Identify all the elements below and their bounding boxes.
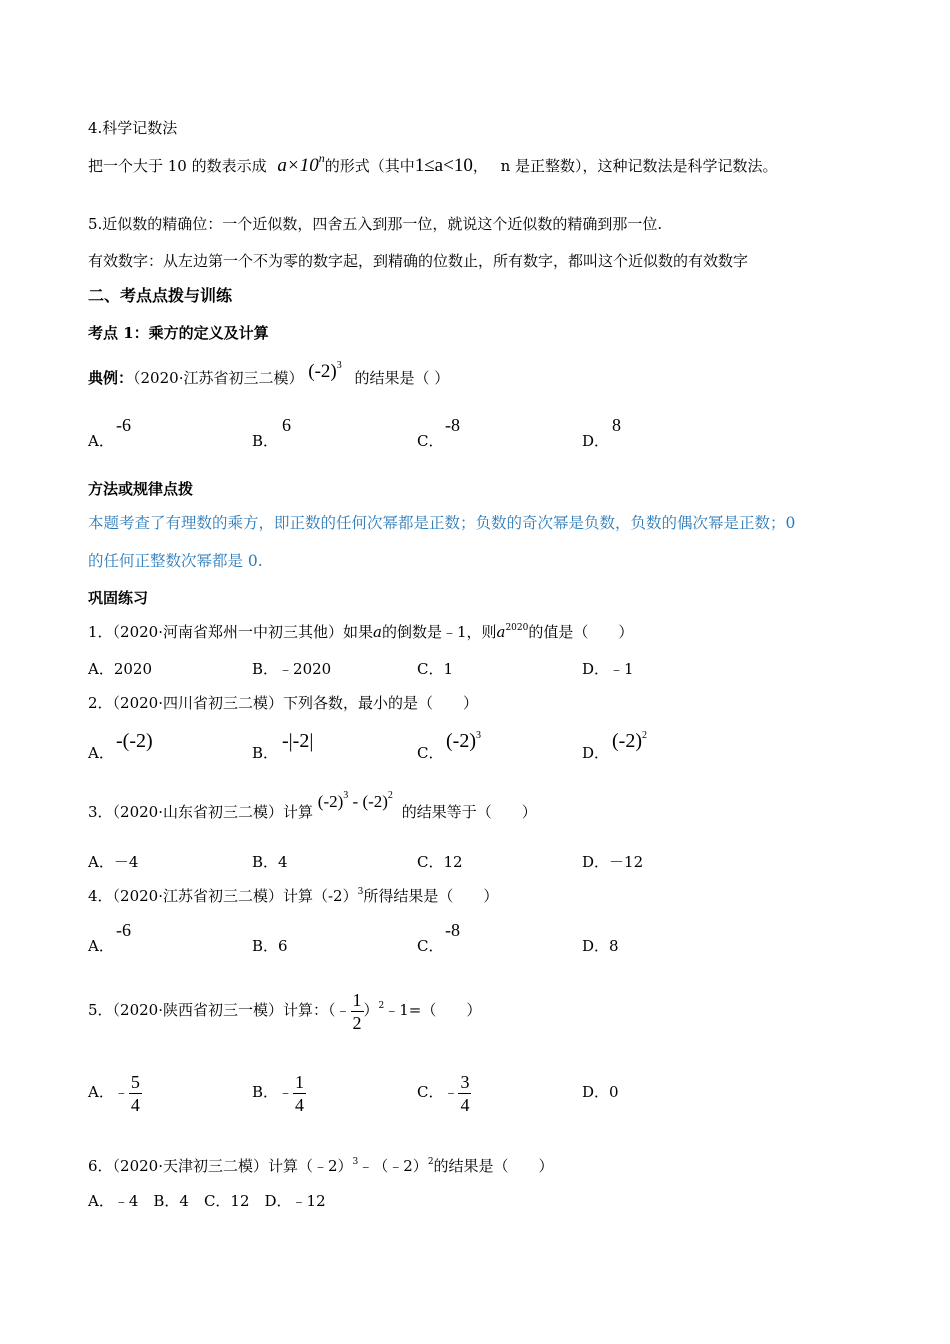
question-2: 2．（2020·四川省初三二模）下列各数，最小的是（ ） <box>88 694 478 712</box>
math-exponent: 3 <box>343 790 349 801</box>
math-expression <box>277 151 325 176</box>
question-3 <box>88 790 537 822</box>
fraction-numerator: 5 <box>130 1071 140 1092</box>
variable-a: a <box>373 623 382 641</box>
text: 4．（2020·江苏省初三二模）计算（-2） <box>88 887 358 905</box>
text: ， <box>472 157 488 175</box>
text: n 是正整数），这种记数法是科学记数法。 <box>500 157 778 175</box>
q2-option-c-value <box>446 730 481 753</box>
math-base: a×10 <box>277 155 319 176</box>
math-exponent: 3 <box>475 730 481 741</box>
significant-digits-paragraph: 有效数字：从左边第一个不为零的数字起，到精确的位数止，所有数字，都叫这个近似数的有效数字 <box>88 252 749 270</box>
q5-option-a <box>88 1068 142 1116</box>
approx-precision-paragraph: 5.近似数的精确位：一个近似数，四舍五入到那一位，就说这个近似数的精确到那一位. <box>88 215 663 233</box>
option-label: B．﹣ <box>252 1083 294 1101</box>
math-exponent: 2 <box>387 790 393 801</box>
text: 的形式（其中 <box>324 157 415 175</box>
text: 3．（2020·山东省初三二模）计算 <box>88 803 313 821</box>
q2-option-d-value <box>612 730 647 753</box>
text: 的结果是（ ） <box>433 1157 554 1175</box>
option-c-value: -8 <box>445 415 460 435</box>
text: 的倒数是﹣1，则 <box>381 623 497 641</box>
text: 的结果等于（ ） <box>401 803 537 821</box>
question-6 <box>88 1156 554 1176</box>
option-b-value: 6 <box>282 415 291 435</box>
option-d-label: D． <box>582 432 610 450</box>
example-expression <box>308 361 341 382</box>
example-tail: 的结果是（ ） <box>354 369 450 387</box>
q2-option-b-value: -|-2| <box>282 730 314 752</box>
q4-option-b: B．6 <box>252 937 288 955</box>
q5-option-b <box>252 1068 306 1116</box>
q4-option-d: D．8 <box>582 937 619 955</box>
q3-option-c: C．12 <box>417 853 463 871</box>
practice-title: 巩固练习 <box>88 589 149 607</box>
fraction-denominator: 4 <box>295 1094 305 1115</box>
math-operator: - <box>348 792 363 811</box>
q3-expression <box>318 792 393 811</box>
exponent: 2 <box>427 1157 434 1167</box>
text: 6．（2020·天津初三二模）计算（﹣2） <box>88 1157 353 1175</box>
fraction-denominator: 4 <box>460 1094 470 1115</box>
fraction-denominator: 2 <box>352 1012 362 1033</box>
q2-option-a-value: -(-2) <box>116 730 153 752</box>
math-base: (-2) <box>317 792 344 811</box>
method-text-line-1: 本题考查了有理数的乘方，即正数的任何次幂都是正数；负数的奇次幂是负数，负数的偶次幂是正数；0 <box>88 514 796 532</box>
option-c-label: C． <box>417 432 444 450</box>
q1-option-c: C．1 <box>417 660 454 678</box>
q3-option-a: A．－4 <box>88 853 139 871</box>
q2-option-a-label: A． <box>88 744 114 762</box>
math-base: (-2) <box>308 361 337 382</box>
q4-option-c-value: -8 <box>445 920 460 940</box>
example-source: （2020·江苏省初三二模） <box>133 369 304 387</box>
q3-option-b: B．4 <box>252 853 288 871</box>
option-label: C．﹣ <box>417 1083 459 1101</box>
q3-option-d: D．－12 <box>582 853 644 871</box>
scientific-notation-paragraph <box>88 151 778 176</box>
option-d-value: 8 <box>612 415 621 435</box>
math-inequality: 1≤a<10 <box>414 155 473 176</box>
q2-option-b-label: B． <box>252 744 279 762</box>
text: 5．（2020·陕西省初三一模）计算：（﹣ <box>88 1001 351 1019</box>
fraction-numerator: 1 <box>352 989 362 1010</box>
example-label: 典例： <box>88 369 134 387</box>
math-base: (-2) <box>612 730 642 752</box>
text: ﹣（﹣2） <box>358 1157 428 1175</box>
q4-option-c-label: C． <box>417 937 444 955</box>
fraction-denominator: 4 <box>130 1094 140 1115</box>
q1-option-a: A．2020 <box>88 660 153 678</box>
option-label: A．﹣ <box>88 1083 129 1101</box>
method-title: 方法或规律点拨 <box>88 480 194 498</box>
option-a-value: -6 <box>116 415 131 435</box>
example-question <box>88 360 450 388</box>
section-4-heading: 4.科学记数法 <box>88 119 178 137</box>
question-1 <box>88 622 633 642</box>
exponent: 3 <box>352 1157 359 1167</box>
fraction <box>293 1071 306 1116</box>
text: 1．（2020·河南省郑州一中初三其他）如果 <box>88 623 373 641</box>
option-b-label: B． <box>252 432 279 450</box>
math-exponent: 2 <box>641 730 647 741</box>
exponent: 3 <box>357 887 364 897</box>
math-base: (-2) <box>362 792 388 811</box>
text: ﹣1=（ ） <box>384 1001 482 1019</box>
exponent: 2020 <box>505 623 529 633</box>
q5-option-d: D．0 <box>582 1083 619 1101</box>
method-text-line-2: 的任何正整数次幂都是 0. <box>88 552 263 570</box>
q2-option-d-label: D． <box>582 744 610 762</box>
option-a-label: A． <box>88 432 114 450</box>
fraction-numerator: 3 <box>460 1071 470 1092</box>
q1-option-b: B．﹣2020 <box>252 660 332 678</box>
section-2-title: 二、考点点拨与训练 <box>88 286 233 305</box>
math-exponent: n <box>318 151 325 165</box>
q4-option-a-label: A． <box>88 937 114 955</box>
math-base: (-2) <box>446 730 476 752</box>
q4-option-a-value: -6 <box>116 920 131 940</box>
fraction <box>458 1071 471 1116</box>
question-5 <box>88 986 481 1034</box>
text: 所得结果是（ ） <box>363 887 499 905</box>
variable-a: a <box>496 623 506 641</box>
exponent: 2 <box>378 1001 385 1011</box>
fraction-one-half <box>351 989 364 1034</box>
fraction <box>129 1071 142 1116</box>
question-4 <box>88 886 498 906</box>
text: 把一个大于 10 的数表示成 <box>88 157 267 175</box>
question-6-options: A．﹣4 B．4 C．12 D．﹣12 <box>88 1192 326 1210</box>
q2-option-c-label: C． <box>417 744 444 762</box>
topic-1-title: 考点 1：乘方的定义及计算 <box>88 324 269 342</box>
q5-option-c <box>417 1068 471 1116</box>
math-exponent: 3 <box>336 360 342 371</box>
q1-option-d: D．﹣1 <box>582 660 634 678</box>
text: ） <box>363 1001 379 1019</box>
text: 的值是（ ） <box>528 623 634 641</box>
fraction-numerator: 1 <box>295 1071 305 1092</box>
